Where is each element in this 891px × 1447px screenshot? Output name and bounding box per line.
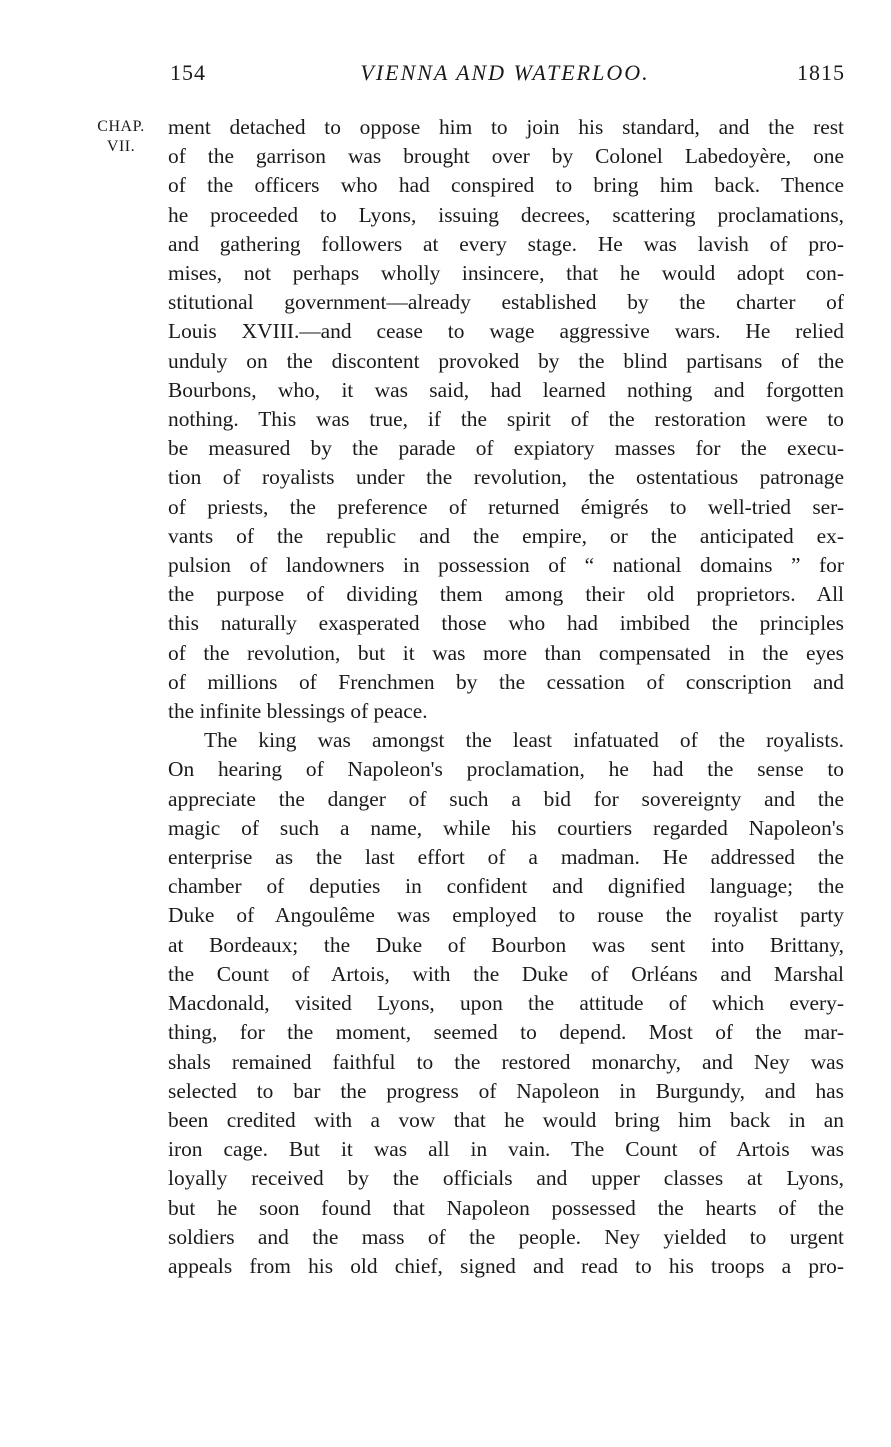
chapter-margin-note — [86, 117, 156, 157]
text-line: of priests, the preference of returned émigrés to well-tried ser- — [168, 494, 844, 519]
text-line: be measured by the parade of expiatory masses for the execu- — [168, 436, 844, 461]
text-line: On hearing of Napoleon's proclamation, he had the sense to — [168, 757, 844, 782]
text-line: Louis XVIII.—and cease to wage aggressive wars. He relied — [168, 319, 844, 344]
text-line: of the garrison was brought over by Colonel Labedoyère, one — [168, 144, 844, 169]
text-line: The king was amongst the least infatuated of the royalists. — [204, 728, 844, 753]
running-year: 1815 — [797, 60, 845, 85]
text-line: but he soon found that Napoleon possessed the hearts of the — [168, 1195, 844, 1220]
text-line: Bourbons, who, it was said, had learned nothing and forgotten — [168, 377, 844, 402]
paragraph-1 — [168, 113, 844, 726]
chapter-number: VII. — [106, 138, 136, 155]
paragraph-2 — [168, 726, 844, 1281]
running-head — [165, 60, 845, 90]
text-line: he proceeded to Lyons, issuing decrees, scattering proclamations, — [168, 202, 844, 227]
text-line: tion of royalists under the revolution, the ostentatious patronage — [168, 465, 844, 490]
text-line: mises, not perhaps wholly insincere, that he would adopt con- — [168, 261, 844, 286]
text-line: unduly on the discontent provoked by the blind partisans of the — [168, 348, 844, 373]
text-line: at Bordeaux; the Duke of Bourbon was sent into Brittany, — [168, 932, 844, 957]
text-line: chamber of deputies in confident and dignified language; the — [168, 874, 844, 899]
text-line: of the officers who had conspired to bring him back. Thence — [168, 173, 844, 198]
text-line: Macdonald, visited Lyons, upon the attitude of which every- — [168, 991, 844, 1016]
chapter-label: CHAP. — [97, 118, 145, 135]
text-line: the Count of Artois, with the Duke of Orléans and Marshal — [168, 961, 844, 986]
text-line: soldiers and the mass of the people. Ney yielded to urgent — [168, 1224, 844, 1249]
text-line: Duke of Angoulême was employed to rouse the royalist party — [168, 903, 844, 928]
page-number: 154 — [170, 60, 206, 85]
text-line: of the revolution, but it was more than compensated in the eyes — [168, 640, 844, 665]
text-line: selected to bar the progress of Napoleon in Burgundy, and has — [168, 1078, 844, 1103]
text-line: shals remained faithful to the restored monarchy, and Ney was — [168, 1049, 844, 1074]
text-line: the infinite blessings of peace. — [168, 699, 428, 724]
text-line: this naturally exasperated those who had imbibed the principles — [168, 611, 844, 636]
text-line: pulsion of landowners in possession of “ national domains ” for — [168, 553, 844, 578]
text-line: vants of the republic and the empire, or the anticipated ex- — [168, 523, 844, 548]
text-line: enterprise as the last effort of a madman. He addressed the — [168, 845, 844, 870]
text-line: magic of such a name, while his courtiers regarded Napoleon's — [168, 815, 844, 840]
running-title: VIENNA AND WATERLOO. — [360, 60, 650, 85]
text-line: stitutional government—already established by the charter of — [168, 290, 844, 315]
text-line: of millions of Frenchmen by the cessation of conscription and — [168, 669, 844, 694]
text-line: appreciate the danger of such a bid for sovereignty and the — [168, 786, 844, 811]
text-line: the purpose of dividing them among their old proprietors. All — [168, 582, 844, 607]
text-line: loyally received by the officials and upper classes at Lyons, — [168, 1166, 844, 1191]
text-line: nothing. This was true, if the spirit of the restoration were to — [168, 407, 844, 432]
text-line: thing, for the moment, seemed to depend. Most of the mar- — [168, 1020, 844, 1045]
text-line: appeals from his old chief, signed and read to his troops a pro- — [168, 1253, 844, 1278]
text-line: been credited with a vow that he would bring him back in an — [168, 1107, 844, 1132]
body-text — [168, 113, 844, 1281]
text-line: ment detached to oppose him to join his standard, and the rest — [168, 115, 844, 139]
text-line: and gathering followers at every stage. He was lavish of pro- — [168, 231, 844, 256]
text-line: iron cage. But it was all in vain. The Count of Artois was — [168, 1137, 844, 1162]
